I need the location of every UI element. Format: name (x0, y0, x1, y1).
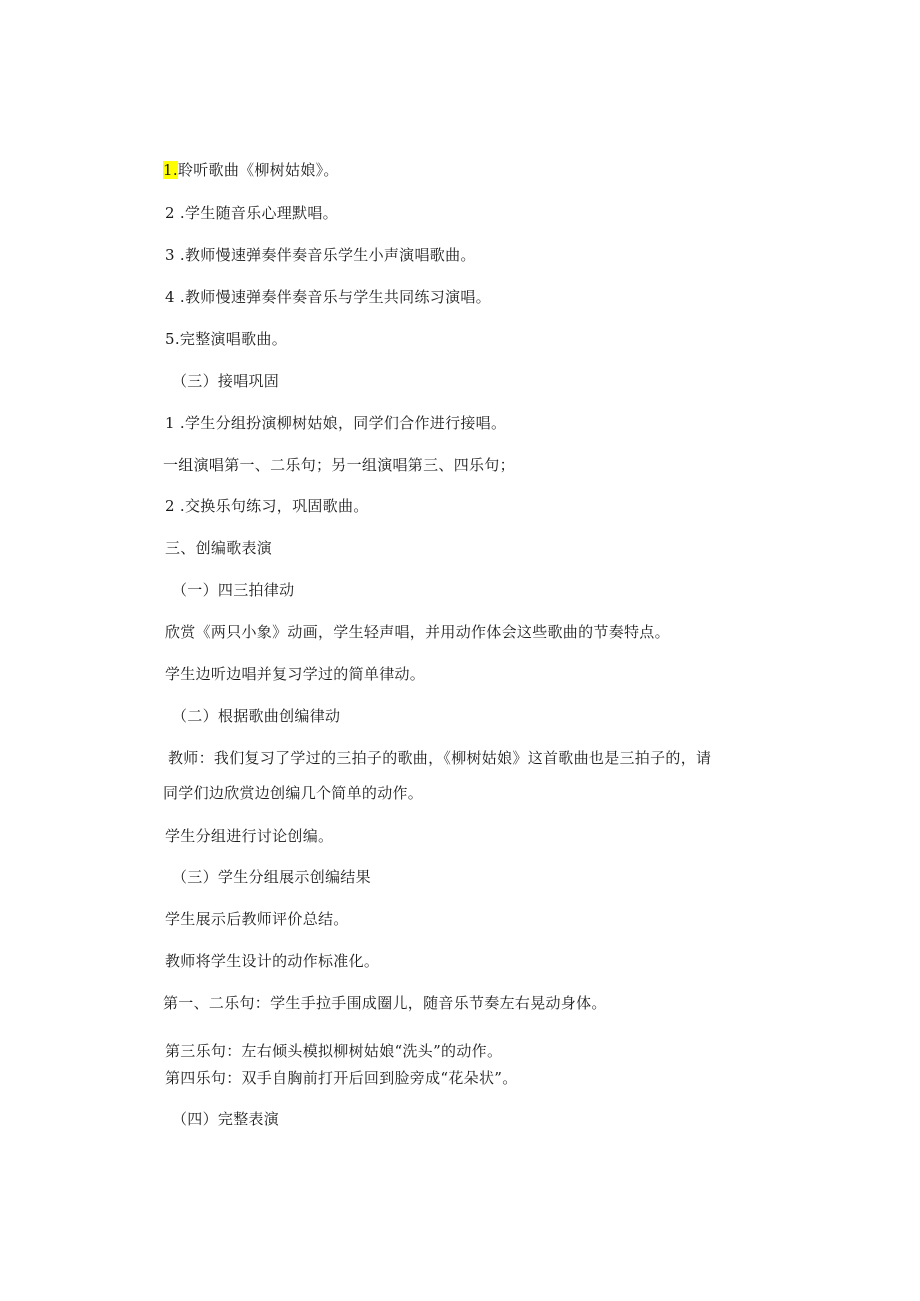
text-line (163, 160, 339, 180)
section-heading: 三、创编歌表演 (165, 539, 273, 557)
section-heading: （三）接唱巩固 (172, 372, 280, 390)
text-line: 5.完整演唱歌曲。 (165, 330, 288, 348)
text-line: 1 .学生分组扮演柳树姑娘，同学们合作进行接唱。 (165, 414, 507, 432)
text-line: 2 .交换乐句练习，巩固歌曲。 (165, 497, 369, 515)
text-line: 欣赏《两只小象》动画，学生轻声唱，并用动作体会这些歌曲的节奏特点。 (165, 623, 670, 641)
text-line: 3 .教师慢速弹奏伴奏音乐学生小声演唱歌曲。 (165, 246, 476, 264)
text-line: 第四乐句：双手自胸前打开后回到脸旁成“花朵状”。 (165, 1069, 518, 1087)
text-line: 同学们边欣赏边创编几个简单的动作。 (163, 784, 424, 802)
text-line: 学生分组进行讨论创编。 (165, 827, 334, 845)
text-line: 4 .教师慢速弹奏伴奏音乐与学生共同练习演唱。 (165, 288, 491, 306)
line-text: 聆听歌曲《柳树姑娘》。 (177, 161, 339, 179)
text-line: 一组演唱第一、二乐句；另一组演唱第三、四乐句； (163, 456, 515, 474)
section-heading: （四）完整表演 (172, 1110, 280, 1128)
section-heading: （三）学生分组展示创编结果 (172, 868, 371, 886)
text-line: 教师将学生设计的动作标准化。 (165, 952, 380, 970)
section-heading: （二）根据歌曲创编律动 (172, 707, 341, 725)
text-line: 学生展示后教师评价总结。 (165, 910, 349, 928)
text-line: 学生边听边唱并复习学过的简单律动。 (165, 665, 426, 683)
text-line: 第一、二乐句：学生手拉手围成圈儿，随音乐节奏左右晃动身体。 (163, 994, 607, 1012)
section-heading: （一）四三拍律动 (172, 581, 295, 599)
text-line: 教师：我们复习了学过的三拍子的歌曲，《柳树姑娘》这首歌曲也是三拍子的，请 (168, 749, 712, 767)
highlighted-number: 1. (163, 161, 178, 179)
text-line: 第三乐句：左右倾头模拟柳树姑娘“洗头”的动作。 (165, 1042, 503, 1060)
text-line: 2 .学生随音乐心理默唱。 (165, 204, 338, 222)
